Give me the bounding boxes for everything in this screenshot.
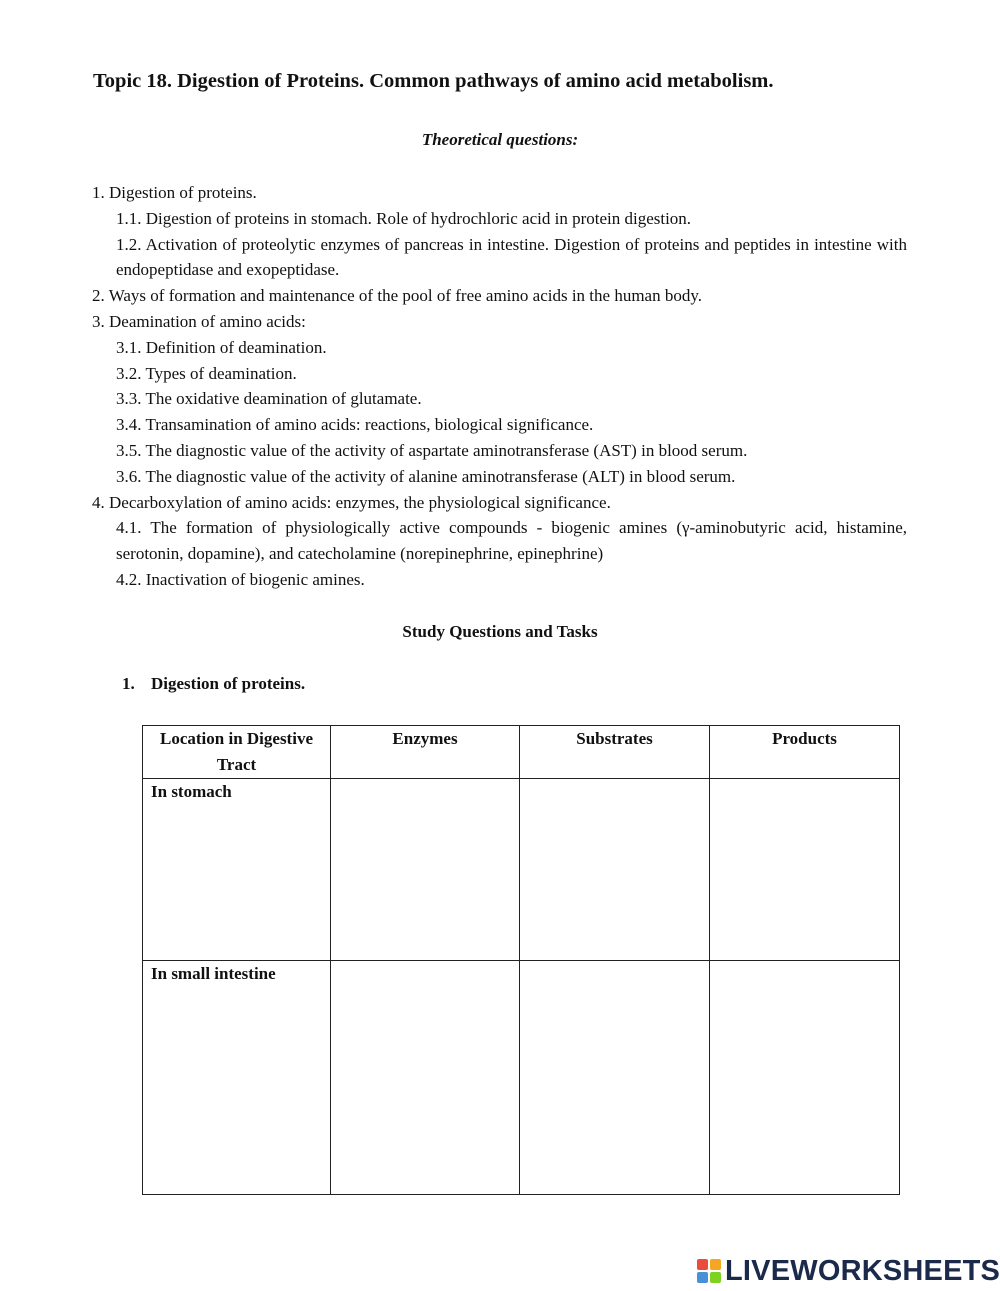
table-row — [143, 779, 900, 961]
logo-square-icon — [697, 1272, 708, 1283]
logo-square-icon — [697, 1259, 708, 1270]
liveworksheets-logo-icon — [697, 1259, 721, 1283]
page-title: Topic 18. Digestion of Proteins. Common pathways of amino acid metabolism. — [93, 70, 774, 92]
question-item: 4.2. Inactivation of biogenic amines. — [116, 569, 365, 589]
substrates-answer-cell[interactable] — [520, 961, 710, 1195]
question-item: 3. Deamination of amino acids: — [92, 311, 306, 331]
question-item: 2. Ways of formation and maintenance of the pool of free amino acids in the human body. — [92, 286, 702, 306]
study-section-title: Study Questions and Tasks — [402, 622, 598, 641]
column-header-substrates: Substrates — [520, 726, 710, 779]
question-item: 3.2. Types of deamination. — [116, 363, 297, 383]
question-item: 3.5. The diagnostic value of the activity of aspartate aminotransferase (AST) in blood serum. — [116, 440, 748, 460]
theoretical-questions-list — [92, 180, 907, 593]
task-heading — [122, 674, 305, 694]
enzymes-answer-cell[interactable] — [331, 961, 520, 1195]
question-item: 1. Digestion of proteins. — [92, 183, 257, 202]
enzymes-answer-cell[interactable] — [331, 779, 520, 961]
logo-square-icon — [710, 1272, 721, 1283]
question-item: 3.4. Transamination of amino acids: reactions, biological significance. — [116, 415, 594, 435]
row-location-cell: In stomach — [143, 779, 331, 961]
row-location-cell: In small intestine — [143, 961, 331, 1195]
products-answer-cell[interactable] — [710, 961, 900, 1195]
table-header-row — [143, 726, 900, 779]
question-item: 3.1. Definition of deamination. — [116, 337, 327, 357]
column-header-products: Products — [710, 726, 900, 779]
section-subtitle: Theoretical questions: — [421, 130, 579, 149]
logo-text: LIVEWORKSHEETS — [725, 1254, 1000, 1287]
question-item: 4. Decarboxylation of amino acids: enzymes, the physiological significance. — [92, 492, 611, 512]
question-item: 3.3. The oxidative deamination of glutamate. — [116, 389, 422, 409]
liveworksheets-logo — [697, 1255, 1000, 1287]
question-item: 1.1. Digestion of proteins in stomach. Role of hydrochloric acid in protein digestion. — [116, 208, 692, 228]
question-item: 1.2. Activation of proteolytic enzymes of pancreas in intestine. Digestion of proteins and peptides in intestine with endopeptidase and exopeptidase. — [116, 234, 907, 280]
question-item: 3.6. The diagnostic value of the activity of alanine aminotransferase (ALT) in blood serum. — [116, 466, 736, 486]
column-header-location: Location in Digestive Tract — [143, 726, 331, 779]
products-answer-cell[interactable] — [710, 779, 900, 961]
column-header-enzymes: Enzymes — [331, 726, 520, 779]
logo-square-icon — [710, 1259, 721, 1270]
task-number: 1. — [122, 674, 135, 693]
task-label: Digestion of proteins. — [151, 674, 306, 693]
table-row — [143, 961, 900, 1195]
substrates-answer-cell[interactable] — [520, 779, 710, 961]
digestion-table — [142, 725, 900, 1195]
question-item: 4.1. The formation of physiologically active compounds - biogenic amines (γ-aminobutyric acid, histamine, serotonin, dopamine), and catecholamine (norepinephrine, epinephrine) — [116, 518, 907, 564]
